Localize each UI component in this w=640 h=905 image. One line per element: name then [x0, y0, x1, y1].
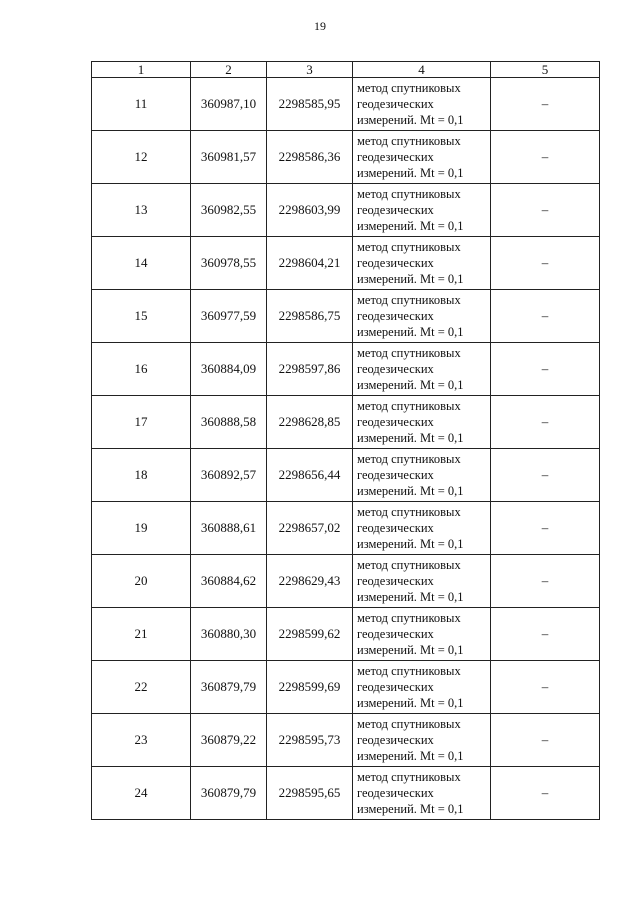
- method-line: геодезических: [357, 415, 434, 429]
- method-cell: [353, 237, 491, 290]
- x-coordinate-cell: 360987,10: [191, 78, 267, 131]
- y-coordinate-cell: 2298586,75: [267, 290, 353, 343]
- method-line: геодезических: [357, 468, 434, 482]
- x-coordinate-cell: 360981,57: [191, 131, 267, 184]
- table-row: [92, 714, 600, 767]
- x-coordinate-cell: 360879,79: [191, 767, 267, 820]
- method-line: метод спутниковых: [357, 187, 461, 201]
- note-cell: –: [491, 237, 600, 290]
- method-line: геодезических: [357, 680, 434, 694]
- method-line: измерений. Mt = 0,1: [357, 325, 464, 339]
- method-line: измерений. Mt = 0,1: [357, 431, 464, 445]
- method-cell: [353, 502, 491, 555]
- method-cell: [353, 343, 491, 396]
- note-cell: –: [491, 78, 600, 131]
- method-line: геодезических: [357, 256, 434, 270]
- note-cell: –: [491, 449, 600, 502]
- method-line: измерений. Mt = 0,1: [357, 802, 464, 816]
- method-cell: [353, 290, 491, 343]
- table-row: [92, 184, 600, 237]
- method-line: геодезических: [357, 627, 434, 641]
- note-cell: –: [491, 608, 600, 661]
- note-cell: –: [491, 290, 600, 343]
- method-line: измерений. Mt = 0,1: [357, 484, 464, 498]
- header-cell-note: 5: [491, 62, 600, 78]
- y-coordinate-cell: 2298628,85: [267, 396, 353, 449]
- header-cell-x: 2: [191, 62, 267, 78]
- method-line: измерений. Mt = 0,1: [357, 590, 464, 604]
- table-row: [92, 78, 600, 131]
- x-coordinate-cell: 360879,79: [191, 661, 267, 714]
- table-row: [92, 237, 600, 290]
- page-number: 19: [314, 19, 326, 33]
- y-coordinate-cell: 2298585,95: [267, 78, 353, 131]
- table-row: [92, 131, 600, 184]
- table-row: [92, 396, 600, 449]
- point-number-cell: 21: [92, 608, 191, 661]
- table-row: [92, 290, 600, 343]
- note-cell: –: [491, 714, 600, 767]
- method-line: геодезических: [357, 309, 434, 323]
- method-line: метод спутниковых: [357, 399, 461, 413]
- method-cell: [353, 131, 491, 184]
- method-line: измерений. Mt = 0,1: [357, 166, 464, 180]
- x-coordinate-cell: 360884,09: [191, 343, 267, 396]
- method-cell: [353, 608, 491, 661]
- method-line: геодезических: [357, 203, 434, 217]
- method-line: метод спутниковых: [357, 558, 461, 572]
- note-cell: –: [491, 131, 600, 184]
- method-line: измерений. Mt = 0,1: [357, 272, 464, 286]
- table-row: [92, 608, 600, 661]
- table-row: [92, 767, 600, 820]
- note-cell: –: [491, 502, 600, 555]
- method-cell: [353, 449, 491, 502]
- table-row: [92, 449, 600, 502]
- method-cell: [353, 396, 491, 449]
- x-coordinate-cell: 360879,22: [191, 714, 267, 767]
- y-coordinate-cell: 2298599,69: [267, 661, 353, 714]
- method-line: метод спутниковых: [357, 611, 461, 625]
- note-cell: –: [491, 767, 600, 820]
- method-line: геодезических: [357, 97, 434, 111]
- y-coordinate-cell: 2298595,65: [267, 767, 353, 820]
- method-cell: [353, 661, 491, 714]
- note-cell: –: [491, 661, 600, 714]
- note-cell: –: [491, 343, 600, 396]
- method-line: измерений. Mt = 0,1: [357, 537, 464, 551]
- method-cell: [353, 555, 491, 608]
- x-coordinate-cell: 360888,61: [191, 502, 267, 555]
- method-line: метод спутниковых: [357, 293, 461, 307]
- y-coordinate-cell: 2298603,99: [267, 184, 353, 237]
- table-header: [92, 62, 600, 78]
- method-line: измерений. Mt = 0,1: [357, 113, 464, 127]
- point-number-cell: 19: [92, 502, 191, 555]
- method-line: метод спутниковых: [357, 505, 461, 519]
- method-cell: [353, 767, 491, 820]
- method-line: метод спутниковых: [357, 240, 461, 254]
- coordinates-table: [91, 61, 600, 820]
- y-coordinate-cell: 2298597,86: [267, 343, 353, 396]
- header-cell-point: 1: [92, 62, 191, 78]
- method-line: измерений. Mt = 0,1: [357, 378, 464, 392]
- note-cell: –: [491, 396, 600, 449]
- point-number-cell: 18: [92, 449, 191, 502]
- x-coordinate-cell: 360888,58: [191, 396, 267, 449]
- method-line: метод спутниковых: [357, 770, 461, 784]
- method-line: геодезических: [357, 362, 434, 376]
- x-coordinate-cell: 360892,57: [191, 449, 267, 502]
- header-row: [92, 62, 600, 78]
- method-line: метод спутниковых: [357, 452, 461, 466]
- point-number-cell: 24: [92, 767, 191, 820]
- note-cell: –: [491, 555, 600, 608]
- point-number-cell: 20: [92, 555, 191, 608]
- method-line: метод спутниковых: [357, 81, 461, 95]
- y-coordinate-cell: 2298657,02: [267, 502, 353, 555]
- x-coordinate-cell: 360982,55: [191, 184, 267, 237]
- method-line: измерений. Mt = 0,1: [357, 696, 464, 710]
- x-coordinate-cell: 360884,62: [191, 555, 267, 608]
- method-line: измерений. Mt = 0,1: [357, 643, 464, 657]
- y-coordinate-cell: 2298599,62: [267, 608, 353, 661]
- method-line: геодезических: [357, 786, 434, 800]
- method-cell: [353, 184, 491, 237]
- method-line: геодезических: [357, 574, 434, 588]
- header-cell-y: 3: [267, 62, 353, 78]
- method-line: метод спутниковых: [357, 346, 461, 360]
- method-line: геодезических: [357, 521, 434, 535]
- y-coordinate-cell: 2298586,36: [267, 131, 353, 184]
- note-cell: –: [491, 184, 600, 237]
- point-number-cell: 11: [92, 78, 191, 131]
- table-row: [92, 343, 600, 396]
- point-number-cell: 12: [92, 131, 191, 184]
- y-coordinate-cell: 2298604,21: [267, 237, 353, 290]
- x-coordinate-cell: 360977,59: [191, 290, 267, 343]
- method-cell: [353, 714, 491, 767]
- point-number-cell: 23: [92, 714, 191, 767]
- method-line: измерений. Mt = 0,1: [357, 749, 464, 763]
- point-number-cell: 15: [92, 290, 191, 343]
- y-coordinate-cell: 2298656,44: [267, 449, 353, 502]
- method-line: измерений. Mt = 0,1: [357, 219, 464, 233]
- point-number-cell: 14: [92, 237, 191, 290]
- point-number-cell: 17: [92, 396, 191, 449]
- y-coordinate-cell: 2298595,73: [267, 714, 353, 767]
- method-line: метод спутниковых: [357, 664, 461, 678]
- method-line: метод спутниковых: [357, 134, 461, 148]
- method-line: геодезических: [357, 733, 434, 747]
- method-cell: [353, 78, 491, 131]
- y-coordinate-cell: 2298629,43: [267, 555, 353, 608]
- table-row: [92, 555, 600, 608]
- header-cell-method: 4: [353, 62, 491, 78]
- x-coordinate-cell: 360978,55: [191, 237, 267, 290]
- point-number-cell: 22: [92, 661, 191, 714]
- x-coordinate-cell: 360880,30: [191, 608, 267, 661]
- point-number-cell: 16: [92, 343, 191, 396]
- table-row: [92, 661, 600, 714]
- table-row: [92, 502, 600, 555]
- table-body: [92, 78, 600, 820]
- method-line: геодезических: [357, 150, 434, 164]
- point-number-cell: 13: [92, 184, 191, 237]
- method-line: метод спутниковых: [357, 717, 461, 731]
